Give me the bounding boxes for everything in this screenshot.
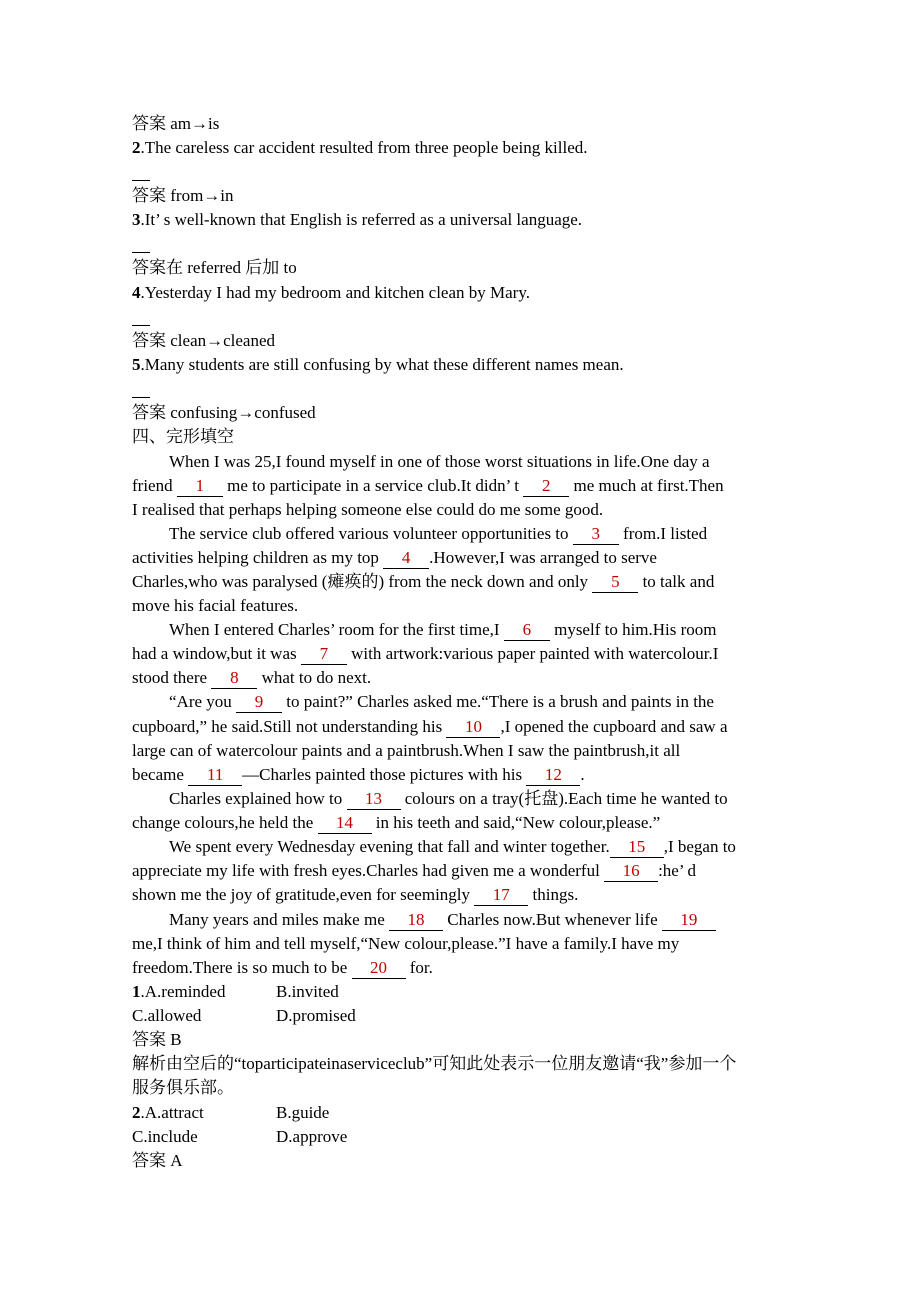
passage-line <box>132 715 728 739</box>
answer-4: 答案 clean→cleaned <box>132 331 276 350</box>
text-run: .Many students are still confusing by what these different names mean. <box>140 355 624 374</box>
passage-line <box>132 474 724 498</box>
blank-11: 11 <box>188 765 242 786</box>
text-run: in his teeth and said,“New colour,please.” <box>371 813 661 832</box>
blank-15: 15 <box>610 837 664 858</box>
text-run: The service club offered various volunteer opportunities to <box>169 524 573 543</box>
answer-underline <box>132 252 150 253</box>
text-run: —Charles painted those pictures with his <box>242 765 527 784</box>
text-run: from.I listed <box>618 524 708 543</box>
passage-line: large can of watercolour paints and a paintbrush.When I saw the paintbrush,it all <box>132 741 681 760</box>
text-run: with artwork:various paper painted with watercolour.I <box>346 644 719 663</box>
question-2-row-1 <box>132 1101 204 1125</box>
text-run: to paint?” Charles asked me.“There is a brush and paints in the <box>282 692 714 711</box>
answer-underline <box>132 397 150 398</box>
text-run: ,I opened the cupboard and saw a <box>500 717 728 736</box>
question-2-answer: 答案 A <box>132 1151 183 1170</box>
passage-line <box>132 763 585 787</box>
passage-line <box>169 618 717 642</box>
passage-line <box>132 666 371 690</box>
text-run: 5 <box>132 355 141 374</box>
question-1-answer: 答案 B <box>132 1030 182 1049</box>
answer-1: 答案 am→is <box>132 114 220 133</box>
text-run: Charles explained how to <box>169 789 347 808</box>
question-1-row-1 <box>132 980 225 1004</box>
blank-19: 19 <box>662 910 716 931</box>
text-run: .However,I was arranged to serve <box>429 548 657 567</box>
text-run: We spent every Wednesday evening that fall and winter together. <box>169 837 610 856</box>
text-run: colours on a tray(托盘).Each time he wanted to <box>400 789 728 808</box>
blank-8: 8 <box>211 668 257 689</box>
question-1-analysis-cont: 服务俱乐部。 <box>132 1078 234 1097</box>
passage-line: When I was 25,I found myself in one of those worst situations in life.One day a <box>169 452 710 471</box>
passage-line <box>169 787 728 811</box>
text-run: activities helping children as my top <box>132 548 384 567</box>
text-run: . <box>580 765 585 784</box>
passage-line <box>132 642 718 666</box>
text-run: freedom.There is so much to be <box>132 958 352 977</box>
text-run: .The careless car accident resulted from three people being killed. <box>140 138 588 157</box>
correction-item-4 <box>132 281 530 305</box>
text-run: to talk and <box>638 572 715 591</box>
blank-2: 2 <box>523 476 569 497</box>
text-run: for. <box>405 958 433 977</box>
text-run: 2 <box>132 1103 141 1122</box>
blank-16: 16 <box>604 861 658 882</box>
section-title: 四、完形填空 <box>132 427 234 446</box>
text-run: became <box>132 765 189 784</box>
passage-line <box>169 835 736 859</box>
text-run: myself to him.His room <box>549 620 717 639</box>
blank-7: 7 <box>301 644 347 665</box>
text-run: .Yesterday I had my bedroom and kitchen clean by Mary. <box>140 283 530 302</box>
passage-line <box>132 546 657 570</box>
text-run: .A.reminded <box>140 982 226 1001</box>
passage-line <box>132 570 714 594</box>
correction-item-2 <box>132 136 588 160</box>
correction-item-3 <box>132 208 582 232</box>
text-run: 1 <box>132 982 141 1001</box>
question-1-option-c: C.allowed <box>132 1006 202 1025</box>
blank-10: 10 <box>446 717 500 738</box>
blank-12: 12 <box>526 765 580 786</box>
text-run: had a window,but it was <box>132 644 301 663</box>
blank-17: 17 <box>474 885 528 906</box>
blank-18: 18 <box>389 910 443 931</box>
text-run: 2 <box>132 138 141 157</box>
text-run: .It’ s well-known that English is referred as a universal language. <box>140 210 583 229</box>
blank-3: 3 <box>573 524 619 545</box>
text-run: ,I began to <box>663 837 736 856</box>
blank-1: 1 <box>177 476 223 497</box>
text-run: stood there <box>132 668 212 687</box>
passage-line <box>132 956 433 980</box>
text-run: Many years and miles make me <box>169 910 389 929</box>
blank-6: 6 <box>504 620 550 641</box>
question-1-option-d: D.promised <box>276 1006 356 1025</box>
text-run: cupboard,” he said.Still not understanding his <box>132 717 447 736</box>
blank-13: 13 <box>347 789 401 810</box>
text-run: Charles now.But whenever life <box>443 910 662 929</box>
text-run: Charles,who was paralysed (瘫痪的) from the neck down and only <box>132 572 593 591</box>
question-2-option-c: C.include <box>132 1127 198 1146</box>
text-run: appreciate my life with fresh eyes.Charles had given me a wonderful <box>132 861 605 880</box>
text-run: me to participate in a service club.It didn’ t <box>222 476 524 495</box>
blank-20: 20 <box>352 958 406 979</box>
answer-3: 答案在 referred 后加 to <box>132 258 297 277</box>
passage-line <box>132 859 696 883</box>
passage-line: move his facial features. <box>132 596 299 615</box>
passage-line <box>169 690 714 714</box>
question-1-analysis <box>132 1052 736 1076</box>
text-run: When I entered Charles’ room for the first time,I <box>169 620 504 639</box>
text-run: things. <box>528 885 579 904</box>
text-run: change colours,he held the <box>132 813 318 832</box>
blank-9: 9 <box>236 692 282 713</box>
correction-item-5 <box>132 353 624 377</box>
text-run: 解析 <box>132 1054 166 1073</box>
question-2-option-d: D.approve <box>276 1127 348 1146</box>
text-run: shown me the joy of gratitude,even for seemingly <box>132 885 475 904</box>
question-1-option-b: B.invited <box>276 982 339 1001</box>
text-run: 3 <box>132 210 141 229</box>
passage-line: me,I think of him and tell myself,“New colour,please.”I have a family.I have my <box>132 934 680 953</box>
question-2-option-b: B.guide <box>276 1103 330 1122</box>
text-run: 由空后的“toparticipateinaserviceclub”可知此处表示一位朋友邀请“我”参加一个 <box>166 1054 737 1073</box>
text-run: what to do next. <box>257 668 372 687</box>
blank-14: 14 <box>318 813 372 834</box>
passage-line: I realised that perhaps helping someone else could do me some good. <box>132 500 604 519</box>
answer-underline <box>132 180 150 181</box>
text-run: “Are you <box>169 692 237 711</box>
text-run: :he’ d <box>658 861 696 880</box>
passage-line <box>169 522 707 546</box>
passage-line <box>132 811 660 835</box>
answer-2: 答案 from→in <box>132 186 234 205</box>
blank-5: 5 <box>592 572 638 593</box>
answer-5: 答案 confusing→confused <box>132 403 316 422</box>
text-run: 4 <box>132 283 141 302</box>
blank-4: 4 <box>383 548 429 569</box>
passage-line <box>169 908 716 932</box>
answer-underline <box>132 325 150 326</box>
passage-line <box>132 883 578 907</box>
text-run: friend <box>132 476 177 495</box>
text-run: .A.attract <box>140 1103 204 1122</box>
text-run: me much at first.Then <box>569 476 724 495</box>
